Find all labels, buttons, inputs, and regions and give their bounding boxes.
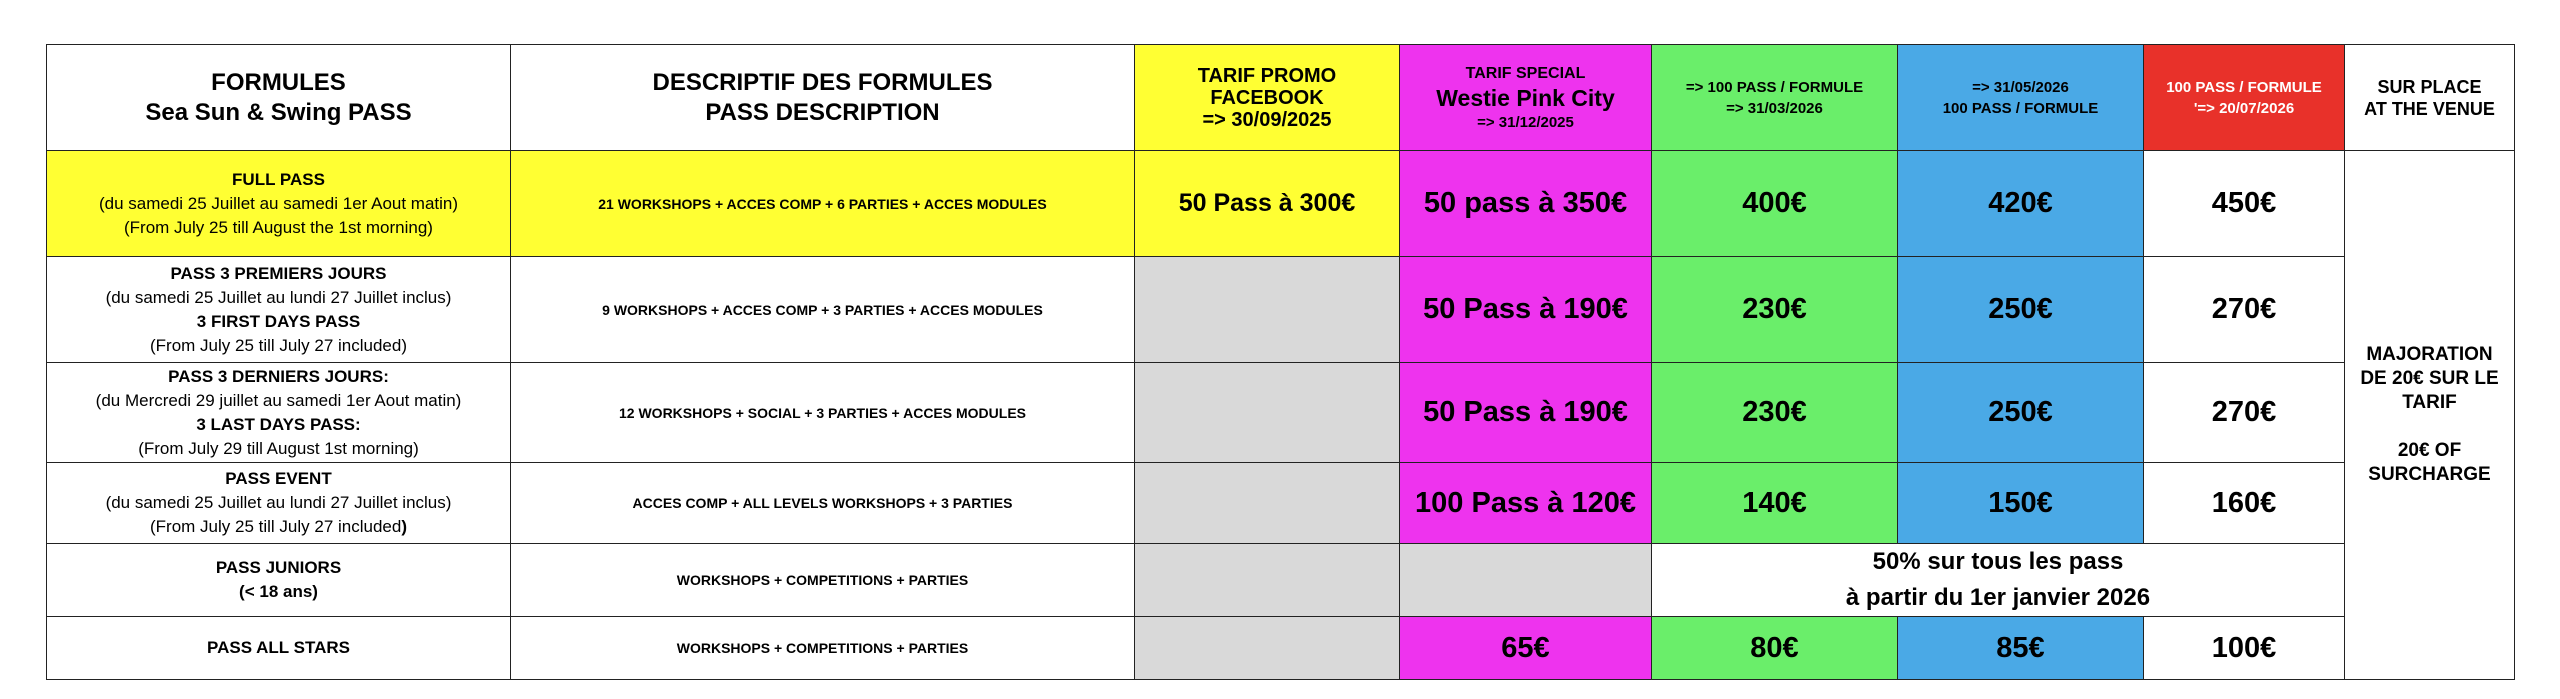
price-green: 400€ bbox=[1652, 151, 1898, 257]
price-red-tier: 100€ bbox=[2144, 617, 2345, 680]
pricing-table bbox=[46, 44, 2515, 680]
pass-dates-en: (From July 25 till July 27 included bbox=[150, 517, 402, 536]
table-row bbox=[47, 617, 2515, 680]
table-row bbox=[47, 544, 2515, 617]
header-green-line1: => 100 PASS / FORMULE bbox=[1685, 78, 1864, 96]
price-blue: 250€ bbox=[1898, 363, 2144, 463]
price-red-tier: 160€ bbox=[2144, 463, 2345, 544]
header-promo-line2: FACEBOOK bbox=[1210, 86, 1324, 109]
pass-dates-en-close: ) bbox=[401, 517, 407, 536]
table-row bbox=[47, 257, 2515, 363]
header-formules bbox=[47, 45, 511, 151]
pass-age: (< 18 ans) bbox=[239, 582, 318, 601]
header-promo-line3: => 30/09/2025 bbox=[1202, 108, 1332, 131]
venue-line3: TARIF bbox=[2402, 392, 2457, 413]
price-special: 50 Pass à 190€ bbox=[1400, 363, 1652, 463]
price-special: 50 Pass à 190€ bbox=[1400, 257, 1652, 363]
price-green: 80€ bbox=[1652, 617, 1898, 680]
venue-surcharge-note bbox=[2345, 151, 2515, 680]
price-promo-empty bbox=[1135, 257, 1400, 363]
pass-dates-en: (From July 29 till August 1st morning) bbox=[138, 438, 419, 458]
header-special-westie bbox=[1400, 45, 1652, 151]
juniors-note-line1: 50% sur tous les pass bbox=[1872, 548, 2124, 575]
header-blue-line2: 100 PASS / FORMULE bbox=[1942, 99, 2099, 117]
venue-line4: 20€ OF bbox=[2397, 440, 2462, 461]
table-row bbox=[47, 363, 2515, 463]
price-blue: 250€ bbox=[1898, 257, 2144, 363]
pass-dates-fr: (du samedi 25 Juillet au lundi 27 Juillet inclus) bbox=[105, 287, 452, 307]
pass-dates-en: (From July 25 till July 27 included) bbox=[150, 335, 407, 355]
pass-dates-en: (From July 25 till August the 1st morning) bbox=[124, 217, 433, 237]
price-green: 230€ bbox=[1652, 257, 1898, 363]
price-special: 65€ bbox=[1400, 617, 1652, 680]
header-desc-line2: PASS DESCRIPTION bbox=[705, 98, 940, 126]
price-special-empty bbox=[1400, 544, 1652, 617]
venue-line5: SURCHARGE bbox=[2368, 464, 2491, 485]
header-special-line3: => 31/12/2025 bbox=[1477, 113, 1574, 131]
price-red-tier: 270€ bbox=[2144, 257, 2345, 363]
pass-description: 9 WORKSHOPS + ACCES COMP + 3 PARTIES + ACCES MODULES bbox=[511, 257, 1135, 363]
header-venue bbox=[2345, 45, 2515, 151]
header-red-line2: '=> 20/07/2026 bbox=[2193, 99, 2295, 117]
price-blue: 85€ bbox=[1898, 617, 2144, 680]
price-red-tier: 450€ bbox=[2144, 151, 2345, 257]
pass-description: WORKSHOPS + COMPETITIONS + PARTIES bbox=[511, 617, 1135, 680]
pass-title: PASS ALL STARS bbox=[207, 638, 350, 657]
pass-name-cell bbox=[47, 363, 511, 463]
pass-title: FULL PASS bbox=[232, 169, 325, 189]
header-green-line2: => 31/03/2026 bbox=[1726, 99, 1823, 117]
header-special-line1: TARIF SPECIAL bbox=[1465, 64, 1586, 82]
header-green-tier bbox=[1652, 45, 1898, 151]
pass-description: 21 WORKSHOPS + ACCES COMP + 6 PARTIES + ACCES MODULES bbox=[511, 151, 1135, 257]
pass-dates-fr: (du Mercredi 29 juillet au samedi 1er Aout matin) bbox=[95, 390, 462, 410]
pass-title: PASS 3 PREMIERS JOURS bbox=[170, 263, 387, 283]
price-green: 140€ bbox=[1652, 463, 1898, 544]
price-green: 230€ bbox=[1652, 363, 1898, 463]
header-row bbox=[47, 45, 2515, 151]
header-red-tier bbox=[2144, 45, 2345, 151]
header-formules-line1: FORMULES bbox=[211, 68, 346, 96]
pass-name-cell bbox=[47, 544, 511, 617]
pass-dates-fr: (du samedi 25 Juillet au samedi 1er Aout matin) bbox=[98, 193, 459, 213]
header-promo-facebook bbox=[1135, 45, 1400, 151]
pass-name-cell bbox=[47, 463, 511, 544]
pass-description: WORKSHOPS + COMPETITIONS + PARTIES bbox=[511, 544, 1135, 617]
juniors-note-line2: à partir du 1er janvier 2026 bbox=[1845, 584, 2151, 611]
header-blue-line1: => 31/05/2026 bbox=[1972, 78, 2069, 96]
pass-title-en: 3 LAST DAYS PASS: bbox=[196, 414, 361, 434]
header-formules-line2: Sea Sun & Swing PASS bbox=[145, 98, 412, 126]
price-promo-empty bbox=[1135, 617, 1400, 680]
pass-title: PASS 3 DERNIERS JOURS: bbox=[168, 366, 389, 386]
pass-dates-fr: (du samedi 25 Juillet au lundi 27 Juillet inclus) bbox=[105, 493, 452, 512]
header-venue-line1: SUR PLACE bbox=[2377, 76, 2482, 97]
header-special-line2: Westie Pink City bbox=[1436, 84, 1615, 111]
pass-description: 12 WORKSHOPS + SOCIAL + 3 PARTIES + ACCES MODULES bbox=[511, 363, 1135, 463]
price-red-tier: 270€ bbox=[2144, 363, 2345, 463]
header-blue-tier bbox=[1898, 45, 2144, 151]
header-description bbox=[511, 45, 1135, 151]
price-promo-empty bbox=[1135, 363, 1400, 463]
venue-line1: MAJORATION bbox=[2366, 344, 2493, 365]
pass-title: PASS EVENT bbox=[225, 469, 332, 488]
header-red-line1: 100 PASS / FORMULE bbox=[2166, 78, 2322, 96]
price-blue: 150€ bbox=[1898, 463, 2144, 544]
table-row bbox=[47, 151, 2515, 257]
header-venue-line2: AT THE VENUE bbox=[2364, 98, 2495, 119]
venue-line2: DE 20€ SUR LE bbox=[2360, 368, 2499, 389]
pass-name-cell bbox=[47, 617, 511, 680]
table-row bbox=[47, 463, 2515, 544]
pass-title: PASS JUNIORS bbox=[215, 558, 342, 577]
juniors-discount-note bbox=[1652, 544, 2345, 617]
price-promo-empty bbox=[1135, 463, 1400, 544]
header-desc-line1: DESCRIPTIF DES FORMULES bbox=[652, 68, 993, 96]
price-special: 50 pass à 350€ bbox=[1400, 151, 1652, 257]
price-special: 100 Pass à 120€ bbox=[1400, 463, 1652, 544]
pass-name-cell bbox=[47, 257, 511, 363]
price-promo: 50 Pass à 300€ bbox=[1135, 151, 1400, 257]
price-blue: 420€ bbox=[1898, 151, 2144, 257]
pass-name-cell bbox=[47, 151, 511, 257]
pass-title-en: 3 FIRST DAYS PASS bbox=[196, 311, 361, 331]
pass-description: ACCES COMP + ALL LEVELS WORKSHOPS + 3 PARTIES bbox=[511, 463, 1135, 544]
header-promo-line1: TARIF PROMO bbox=[1197, 64, 1337, 87]
price-promo-empty bbox=[1135, 544, 1400, 617]
